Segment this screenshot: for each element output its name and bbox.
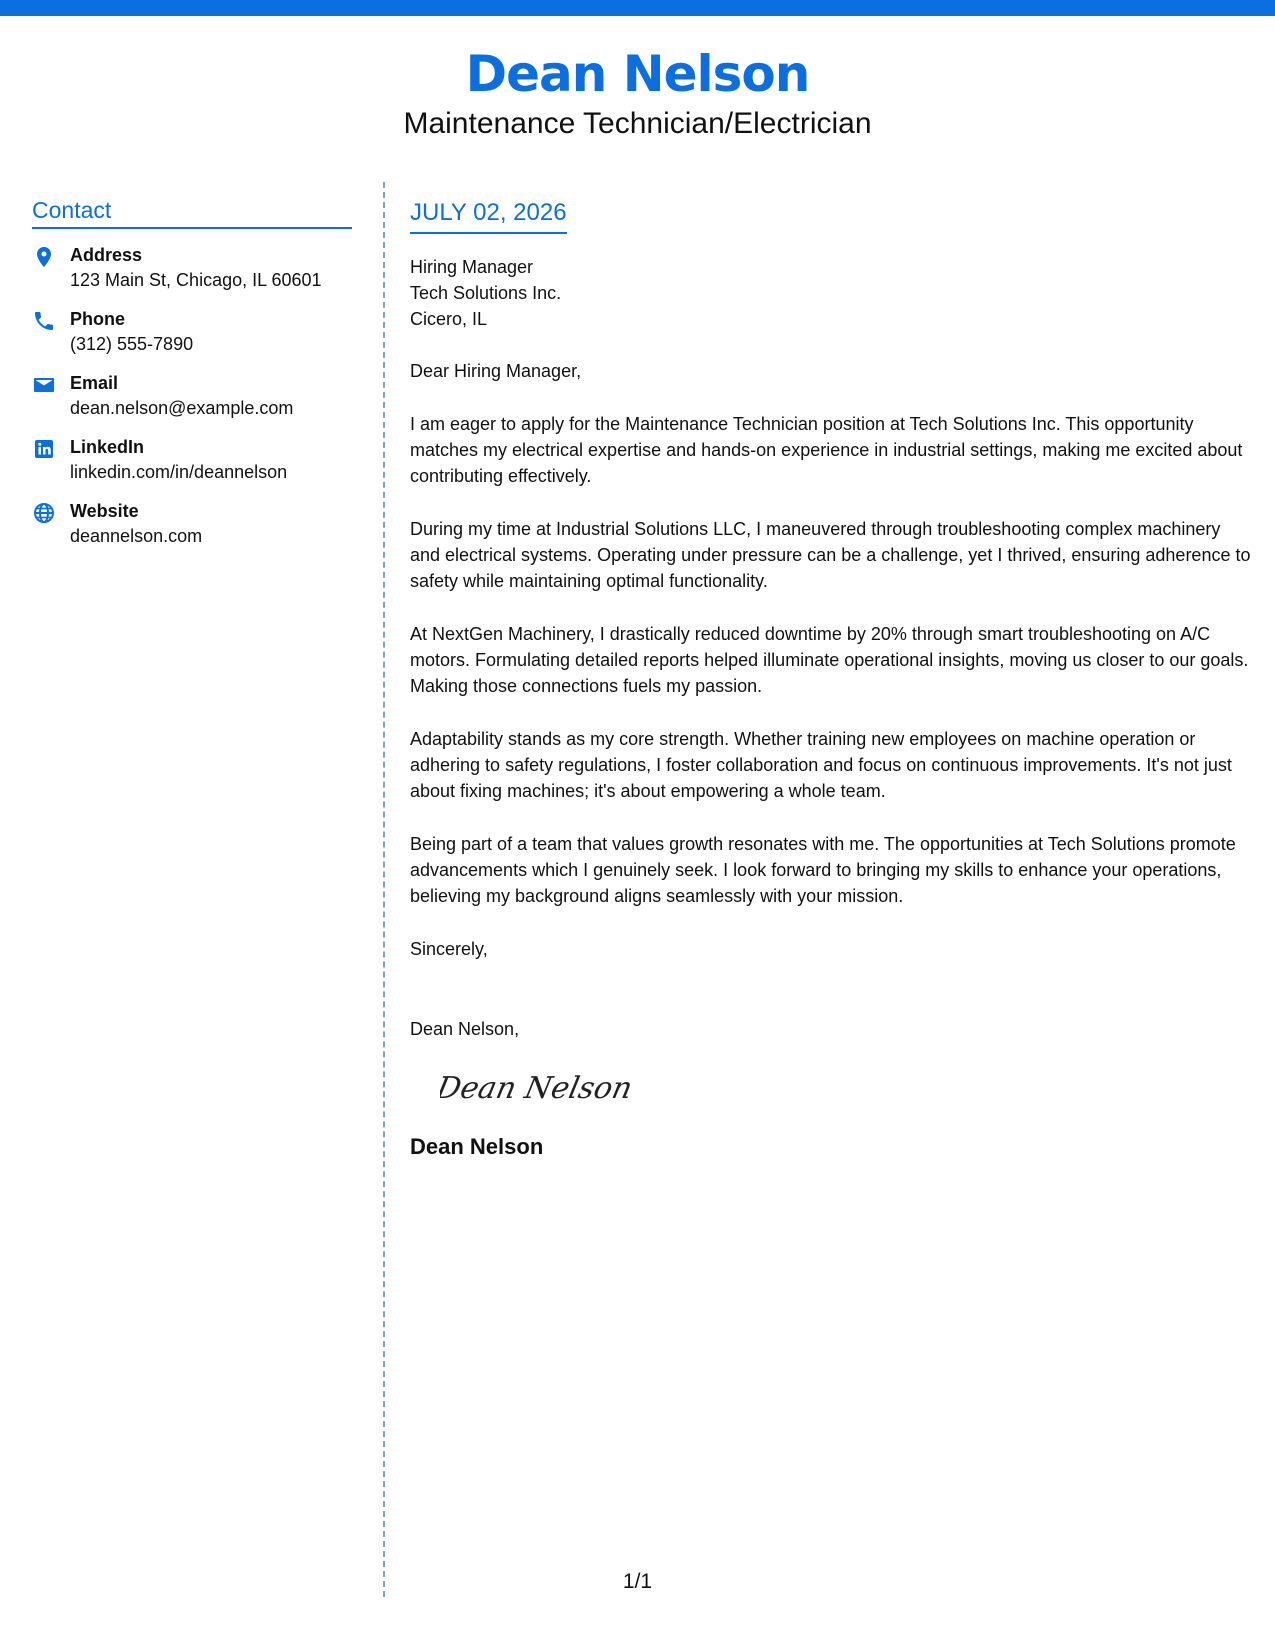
page-number: 1/1	[622, 1570, 653, 1593]
map-pin-icon	[32, 245, 56, 269]
top-accent-bar	[0, 0, 1275, 16]
contact-heading: Contact	[32, 196, 352, 229]
contact-value: 123 Main St, Chicago, IL 60601	[70, 270, 322, 290]
contact-email	[32, 371, 352, 421]
letter-paragraph: During my time at Industrial Solutions LLC, I maneuvered through troubleshooting complex machinery and electrical systems. Operating under pressure can be a challenge, yet I thrived, ensuring adherence to safety while maintaining optimal functionality.	[410, 519, 1251, 591]
globe-icon	[32, 501, 56, 525]
applicant-name: Dean Nelson	[465, 45, 810, 103]
letter-paragraph: I am eager to apply for the Maintenance Technician position at Tech Solutions Inc. This opportunity matches my electrical expertise and hands-on experience in industrial settings, making me excited about contributing effectively.	[410, 414, 1243, 486]
contact-sidebar	[32, 196, 352, 549]
linkedin-icon	[32, 437, 56, 461]
letter-paragraph: At NextGen Machinery, I drastically reduced downtime by 20% through smart troubleshooting on A/C motors. Formulating detailed reports helped illuminate operational insights, moving us closer to our goals. Making those connections fuels my passion.	[410, 624, 1249, 696]
contact-label: Phone	[70, 309, 126, 329]
contact-label: LinkedIn	[70, 437, 145, 457]
closing: Sincerely,	[410, 939, 488, 959]
phone-icon	[32, 309, 56, 333]
contact-value: deannelson.com	[70, 526, 203, 546]
contact-value: linkedin.com/in/deannelson	[70, 462, 288, 482]
resume-header	[0, 44, 1275, 142]
contact-label: Website	[70, 501, 139, 521]
contact-value: (312) 555-7890	[70, 334, 194, 354]
contact-address	[32, 243, 352, 293]
contact-linkedin	[32, 435, 352, 485]
letter-paragraph: Being part of a team that values growth resonates with me. The opportunities at Tech Solutions promote advancements which I genuinely seek. I look forward to bringing my skills to enhance your operations, believing my background aligns seamlessly with your mission.	[410, 834, 1236, 906]
contact-website	[32, 499, 352, 549]
recipient-line: Cicero, IL	[410, 309, 488, 329]
job-title: Maintenance Technician/Electrician	[403, 107, 872, 140]
salutation: Dear Hiring Manager,	[410, 361, 582, 381]
signature-image	[440, 1064, 640, 1108]
recipient-line: Tech Solutions Inc.	[410, 283, 562, 303]
contact-value: dean.nelson@example.com	[70, 398, 294, 418]
letter-body	[410, 198, 1255, 1161]
recipient-line: Hiring Manager	[410, 257, 534, 277]
letter-paragraph: Adaptability stands as my core strength. Whether training new employees on machine operation or adhering to safety regulations, I foster collaboration and focus on continuous improvements. It's not just about fixing machines; it's about empowering a whole team.	[410, 729, 1232, 801]
envelope-icon	[32, 373, 56, 397]
signoff-name: Dean Nelson,	[410, 1019, 520, 1039]
column-divider	[383, 182, 385, 1597]
contact-phone	[32, 307, 352, 357]
typed-name: Dean Nelson	[410, 1134, 544, 1159]
letter-date: JULY 02, 2026	[410, 198, 567, 234]
recipient-block	[410, 254, 1255, 332]
svg-text:Dean Nelson: Dean Nelson	[440, 1071, 636, 1106]
signature	[440, 1064, 1255, 1115]
contact-label: Email	[70, 373, 119, 393]
contact-label: Address	[70, 245, 143, 265]
